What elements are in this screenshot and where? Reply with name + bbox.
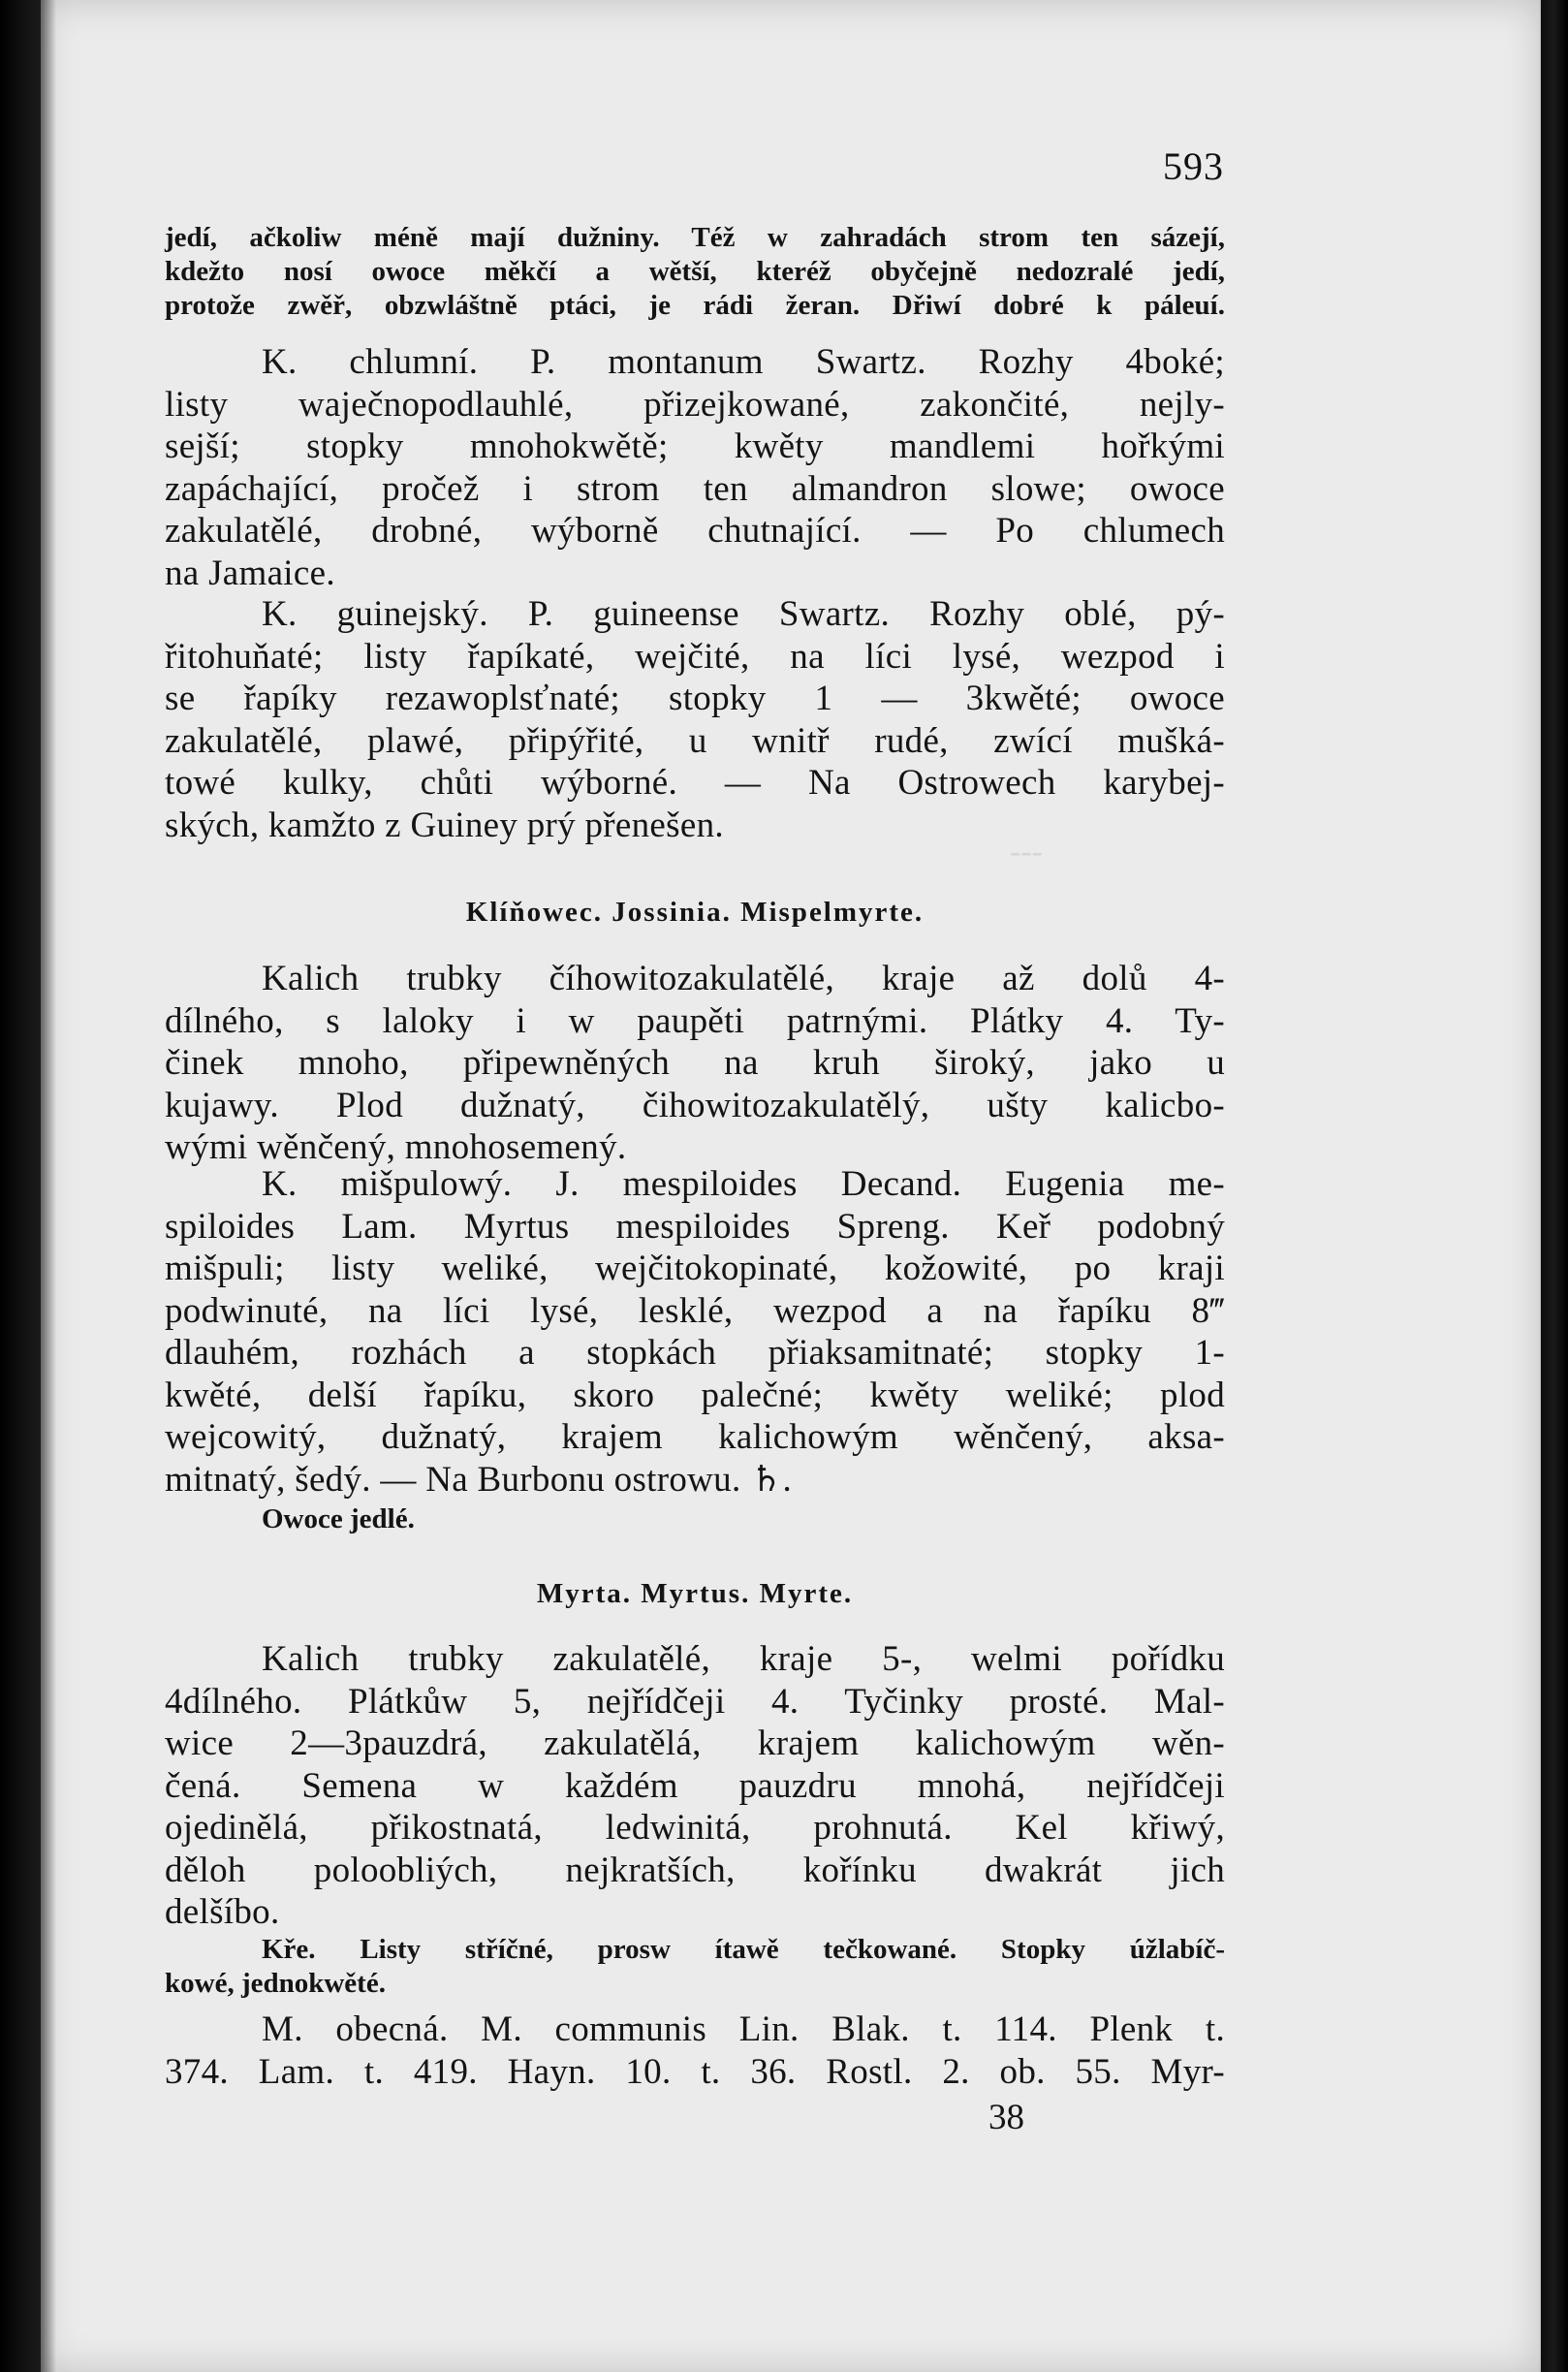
species-obecna bbox=[165, 2008, 1225, 2093]
text-line: 4dílného. Plátkůw 5, nejřídčeji 4. Tyčinky prosté. Mal- bbox=[165, 1681, 1225, 1722]
genus-description-myrtus bbox=[165, 1638, 1225, 1934]
species-mispulowy bbox=[165, 1163, 1225, 1501]
text-line: K. guinejský. P. guineense Swartz. Rozhy oblé, pý- bbox=[262, 594, 1225, 634]
top-paragraph bbox=[165, 221, 1225, 323]
text-line: sejší; stopky mnohokwětě; kwěty mandlemi hořkými bbox=[165, 427, 1225, 466]
text-line: Kře. Listy stříčné, prosw ítawě tečkowané. Stopky úžlabíč- bbox=[262, 1934, 1225, 1965]
page-right-edge bbox=[1539, 0, 1568, 2372]
text-line: řitohuňaté; listy řapíkaté, wejčité, na líci lysé, wezpod i bbox=[165, 636, 1225, 677]
text-line: mitnatý, šedý. — Na Burbonu ostrowu. ♄. bbox=[165, 1459, 793, 1500]
page-gutter-shadow bbox=[0, 0, 56, 2372]
text-line: kowé, jednokwěté. bbox=[165, 1968, 386, 1999]
text-line: ojedinělá, přikostnatá, ledwinitá, prohnutá. Kel křiwý, bbox=[165, 1808, 1225, 1848]
text-line: dílného, s laloky i w paupěti patrnými. Plátky 4. Ty- bbox=[165, 1000, 1225, 1041]
text-line: towé kulky, chůti wýborné. — Na Ostrowech karybej- bbox=[165, 763, 1225, 803]
page-number: 593 bbox=[1163, 144, 1224, 188]
text-line: děloh poloobliých, nejkratších, kořínku dwakrát jich bbox=[165, 1850, 1225, 1890]
text-line: Kalich trubky číhowitozakulatělé, kraje až dolů 4- bbox=[262, 959, 1225, 998]
bleed-through-text: --- bbox=[1010, 834, 1043, 870]
species-chlumni bbox=[165, 341, 1225, 594]
text-line: wice 2—3pauzdrá, zakulatělá, krajem kalichowým wěn- bbox=[165, 1724, 1225, 1763]
text-line: kujawy. Plod dužnatý, čihowitozakulatělý, ušty kalicbo- bbox=[165, 1085, 1225, 1125]
text-line: kwěté, delší řapíku, skoro palečné; kwěty weliké; plod bbox=[165, 1375, 1225, 1415]
text-line: M. obecná. M. communis Lin. Blak. t. 114. Plenk t. bbox=[262, 2009, 1225, 2049]
genus-description-jossinia bbox=[165, 958, 1225, 1169]
text-line: na Jamaice. bbox=[165, 553, 335, 593]
text-line: zakulatělé, plawé, připýřité, u wnitř rudé, zwící mušká- bbox=[165, 720, 1225, 761]
text-line: podwinuté, na líci lysé, lesklé, wezpod a na řapíku 8‴ bbox=[165, 1290, 1225, 1331]
section-note-owoce-jedle: Owoce jedlé. bbox=[262, 1503, 415, 1534]
text-line: zakulatělé, drobné, wýborně chutnající. — Po chlumech bbox=[165, 511, 1225, 551]
text-line: se řapíky rezawoplsťnaté; stopky 1 — 3kwěté; owoce bbox=[165, 679, 1225, 718]
text-line: listy waječnopodlauhlé, přizejkowané, zakončité, nejly- bbox=[165, 384, 1225, 425]
genus-heading-myrtus: Myrta. Myrtus. Myrte. bbox=[536, 1578, 854, 1609]
text-line: 374. Lam. t. 419. Hayn. 10. t. 36. Rostl. 2. ob. 55. Myr- bbox=[165, 2051, 1225, 2092]
text-line: dlauhém, rozhách a stopkách přiaksamitnaté; stopky 1- bbox=[165, 1333, 1225, 1373]
text-line: kdežto nosí owoce měkčí a wětší, kteréž obyčejně nedozralé jedí, bbox=[165, 256, 1225, 287]
text-line: ských, kamžto z Guiney prý přenešen. bbox=[165, 805, 724, 845]
signature-mark: 38 bbox=[988, 2098, 1024, 2137]
genus-heading-jossinia: Klíňowec. Jossinia. Mispelmyrte. bbox=[465, 897, 925, 928]
text-line: K. mišpulowý. J. mespiloides Decand. Eugenia me- bbox=[262, 1164, 1225, 1204]
text-line: wejcowitý, dužnatý, krajem kalichowým wěnčený, aksa- bbox=[165, 1417, 1225, 1457]
text-line: protože zwěř, obzwláštně ptáci, je rádi žeran. Dřiwí dobré k páleuí. bbox=[165, 290, 1225, 321]
text-line: zapáchající, pročež i strom ten almandron slowe; owoce bbox=[165, 468, 1225, 509]
text-line: Kalich trubky zakulatělé, kraje 5-, welmi pořídku bbox=[262, 1639, 1225, 1679]
text-line: mišpuli; listy weliké, wejčitokopinaté, kožowité, po kraji bbox=[165, 1249, 1225, 1288]
shrubs-note bbox=[165, 1933, 1225, 2001]
text-line: wými wěnčený, mnohosemený. bbox=[165, 1127, 627, 1167]
text-line: delšíbo. bbox=[165, 1892, 280, 1932]
species-guinejsky bbox=[165, 593, 1225, 846]
text-line: spiloides Lam. Myrtus mespiloides Spreng. Keř podobný bbox=[165, 1206, 1225, 1247]
text-line: čená. Semena w každém pauzdru mnohá, nejřídčeji bbox=[165, 1765, 1225, 1806]
text-line: K. chlumní. P. montanum Swartz. Rozhy 4boké; bbox=[262, 342, 1225, 382]
text-line: činek mnoho, připewněných na kruh široký, jako u bbox=[165, 1043, 1225, 1083]
text-line: jedí, ačkoliw méně mají dužniny. Též w zahradách strom ten sázejí, bbox=[165, 222, 1225, 253]
